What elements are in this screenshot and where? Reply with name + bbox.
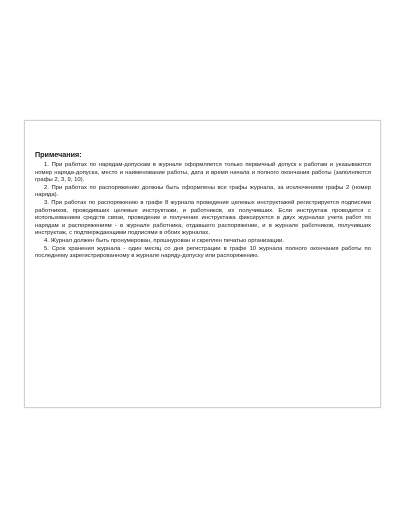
notes-title: Примечания: <box>35 150 82 159</box>
note-item-3: 3. При работах по распоряжению в графе 8 журнала проведение целевых инструктажей регистрируется подписями работников, проводивших целевые инструктажи, и работников, их получивших. Если инструктаж проводится с использованием средств связи, проведение и получение инструктажа фиксируется в двух журналах учета работ по нарядам и распоряжениям - в журнале работника, отдавшего распоряжение, и в журнале работников, получивших инструктаж, с подтверждающими подписями в обоих журналах. <box>35 199 371 237</box>
notes-section <box>35 150 371 261</box>
note-item-4: 4. Журнал должен быть пронумерован, прошнурован и скреплен печатью организации. <box>44 237 284 244</box>
note-item-2: 2. При работах по распоряжению должны быть оформлены все графы журнала, за исключением графы 2 (номер наряда). <box>35 184 371 199</box>
document-page <box>24 120 381 408</box>
note-item-1: 1. При работах по нарядам-допускам в журнале оформляется только первичный допуск к работам и указываются номер наряда-допуска, место и наименование работы, дата и время начала и полного окончания работы (заполняются графы 2, 3, 9, 10). <box>35 162 371 184</box>
note-item-5: 5. Срок хранения журнала - один месяц со дня регистрации в графе 10 журнала полного окончания работы по последнему зарегистрированному в журнале наряду-допуску или распоряжению. <box>35 245 371 260</box>
